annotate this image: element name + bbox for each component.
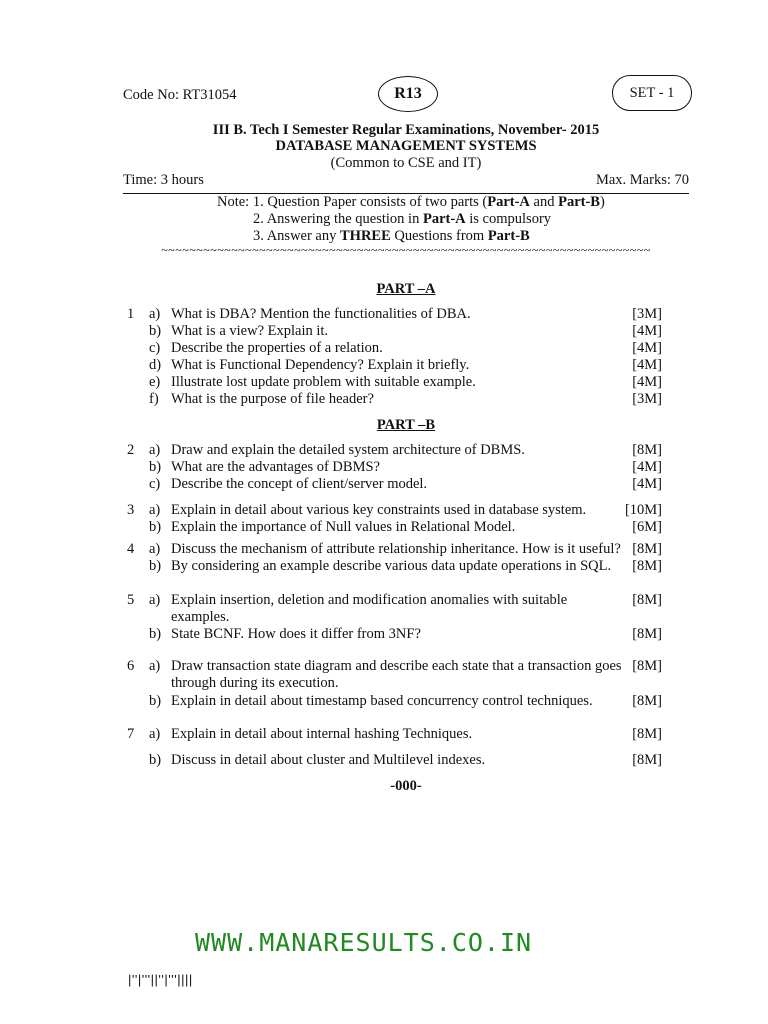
question-text: What is the purpose of file header? — [171, 391, 374, 407]
question-letter: c) — [149, 476, 161, 492]
question-text: Illustrate lost update problem with suitable example. — [171, 374, 476, 390]
question-text: Describe the concept of client/server model. — [171, 476, 428, 492]
question-marks: [8M] — [632, 541, 662, 557]
question-letter: b) — [149, 693, 162, 709]
instructions — [217, 194, 605, 245]
question-text: State BCNF. How does it differ from 3NF? — [171, 626, 421, 642]
question-row — [0, 658, 768, 675]
question-row — [0, 558, 768, 575]
question-letter: b) — [149, 323, 162, 339]
question-row — [0, 693, 768, 710]
question-marks: [8M] — [632, 726, 662, 742]
question-row — [0, 626, 768, 643]
question-letter: a) — [149, 502, 161, 518]
note-3-part-b: Part-B — [487, 228, 530, 244]
question-text: Discuss in detail about cluster and Multilevel indexes. — [171, 752, 486, 768]
website-watermark: WWW.MANARESULTS.CO.IN — [195, 928, 533, 957]
question-letter: a) — [149, 442, 161, 458]
question-text: examples. — [171, 609, 230, 625]
question-text: Explain the importance of Null values in Relational Model. — [171, 519, 516, 535]
time-label: Time: 3 hours — [123, 172, 204, 188]
question-row — [0, 340, 768, 357]
barcode: |''|'''||''|'''|||| — [128, 972, 193, 987]
question-letter: b) — [149, 519, 162, 535]
question-marks: [8M] — [632, 442, 662, 458]
question-row — [0, 459, 768, 476]
question-row — [0, 541, 768, 558]
note-3-mid: Questions from — [390, 228, 488, 244]
exam-title: III B. Tech I Semester Regular Examinations, November- 2015 — [212, 122, 600, 138]
question-marks: [4M] — [632, 476, 662, 492]
note-3-three: THREE — [340, 228, 391, 244]
question-text: Draw transaction state diagram and describe each state that a transaction goes — [171, 658, 622, 674]
note-3-text: 3. Answer any — [253, 228, 340, 244]
question-marks: [8M] — [632, 558, 662, 574]
regulation-label: R13 — [394, 85, 422, 102]
note-1-part-a: Part-A — [487, 194, 530, 210]
question-text: through during its execution. — [171, 675, 339, 691]
note-1-part-b: Part-B — [558, 194, 600, 210]
part-a-title: PART –A — [376, 281, 436, 297]
question-number: 7 — [127, 726, 135, 742]
set-label: SET - 1 — [629, 84, 675, 101]
question-row — [0, 306, 768, 323]
question-text: Explain in detail about internal hashing Techniques. — [171, 726, 473, 742]
question-row — [0, 675, 768, 692]
question-marks: [8M] — [632, 626, 662, 642]
question-text: Discuss the mechanism of attribute relationship inheritance. How is it useful? — [171, 541, 621, 557]
note-2-text: 2. Answering the question in — [253, 211, 423, 227]
question-letter: c) — [149, 340, 161, 356]
end-marker: -000- — [390, 778, 422, 794]
set-badge — [612, 75, 692, 111]
question-text: What is DBA? Mention the functionalities of DBA. — [171, 306, 471, 322]
question-row — [0, 357, 768, 374]
question-marks: [8M] — [632, 752, 662, 768]
question-number: 4 — [127, 541, 135, 557]
note-1-text: Note: 1. Question Paper consists of two parts ( — [217, 194, 488, 210]
question-marks: [4M] — [632, 459, 662, 475]
question-row — [0, 609, 768, 626]
question-letter: d) — [149, 357, 162, 373]
question-text: Explain in detail about timestamp based concurrency control techniques. — [171, 693, 593, 709]
question-text: Explain in detail about various key constraints used in database system. — [171, 502, 587, 518]
question-row — [0, 502, 768, 519]
question-letter: b) — [149, 752, 162, 768]
question-marks: [4M] — [632, 374, 662, 390]
question-letter: e) — [149, 374, 161, 390]
question-text: Draw and explain the detailed system architecture of DBMS. — [171, 442, 525, 458]
question-letter: b) — [149, 558, 162, 574]
max-marks-label: Max. Marks: 70 — [595, 172, 689, 188]
question-row — [0, 519, 768, 536]
question-row — [0, 726, 768, 743]
regulation-badge — [378, 76, 438, 112]
question-number: 3 — [127, 502, 135, 518]
question-number: 1 — [127, 306, 135, 322]
question-marks: [3M] — [632, 306, 662, 322]
question-letter: a) — [149, 592, 161, 608]
question-row — [0, 391, 768, 408]
question-text: What is Functional Dependency? Explain it briefly. — [171, 357, 470, 373]
question-number: 2 — [127, 442, 135, 458]
part-b-title: PART –B — [376, 417, 436, 433]
question-row — [0, 752, 768, 769]
question-marks: [4M] — [632, 323, 662, 339]
question-letter: a) — [149, 658, 161, 674]
question-marks: [3M] — [632, 391, 662, 407]
question-number: 5 — [127, 592, 135, 608]
question-text: Describe the properties of a relation. — [171, 340, 383, 356]
question-marks: [4M] — [632, 340, 662, 356]
question-marks: [4M] — [632, 357, 662, 373]
question-row — [0, 476, 768, 493]
note-1-and: and — [529, 194, 559, 210]
note-2-tail: is compulsory — [465, 211, 552, 227]
question-letter: b) — [149, 459, 162, 475]
question-text: What are the advantages of DBMS? — [171, 459, 380, 475]
code-number: Code No: RT31054 — [123, 87, 237, 103]
question-letter: b) — [149, 626, 162, 642]
note-1 — [217, 194, 605, 211]
question-row — [0, 374, 768, 391]
question-text: What is a view? Explain it. — [171, 323, 329, 339]
question-text: By considering an example describe various data update operations in SQL. — [171, 558, 612, 574]
question-text: Explain insertion, deletion and modification anomalies with suitable — [171, 592, 568, 608]
question-marks: [8M] — [632, 592, 662, 608]
question-letter: a) — [149, 306, 161, 322]
tilde-divider: ~~~~~~~~~~~~~~~~~~~~~~~~~~~~~~~~~~~~~~~~~~~~~~~~~~~~~~~~~~~~~~~~~~~~~~ — [161, 243, 651, 257]
note-1-close: ) — [599, 194, 605, 210]
question-letter: a) — [149, 726, 161, 742]
question-marks: [6M] — [632, 519, 662, 535]
question-row — [0, 592, 768, 609]
note-2 — [217, 211, 605, 228]
question-number: 6 — [127, 658, 135, 674]
question-row — [0, 323, 768, 340]
subject-title: DATABASE MANAGEMENT SYSTEMS — [275, 138, 537, 154]
question-letter: f) — [149, 391, 159, 407]
question-letter: a) — [149, 541, 161, 557]
note-2-part-a: Part-A — [422, 211, 466, 227]
question-marks: [8M] — [632, 658, 662, 674]
question-row — [0, 442, 768, 459]
question-marks: [8M] — [632, 693, 662, 709]
common-note: (Common to CSE and IT) — [330, 155, 482, 171]
question-marks: [10M] — [624, 502, 662, 518]
